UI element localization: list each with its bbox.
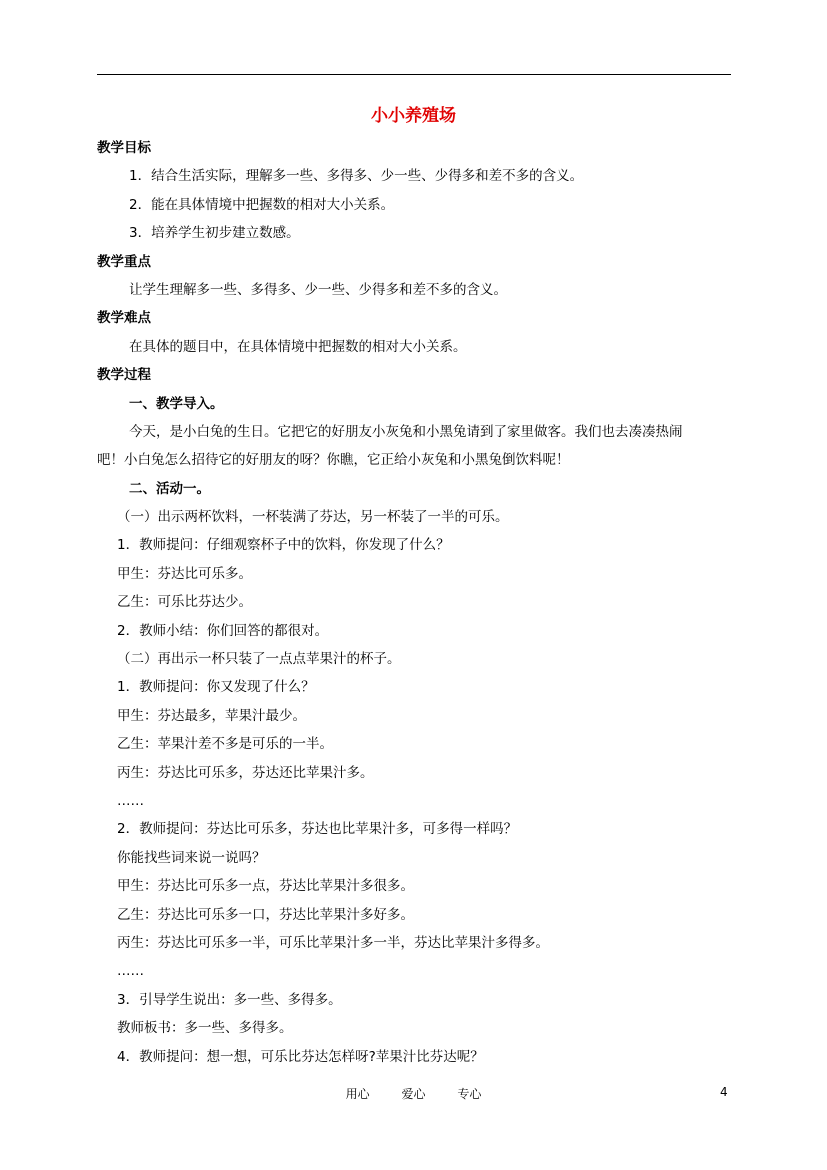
ellipsis-line: …… bbox=[117, 792, 144, 809]
document-title: 小小养殖场 bbox=[371, 106, 456, 126]
activity-line: 乙生：苹果汁差不多是可乐的一半。 bbox=[117, 736, 333, 753]
activity-line: 你能找些词来说一说吗？ bbox=[117, 849, 266, 866]
activity-line: 1．教师提问：仔细观察杯子中的饮料，你发现了什么？ bbox=[117, 537, 450, 554]
header-rule bbox=[97, 74, 731, 75]
activity-line: 甲生：芬达比可乐多。 bbox=[117, 565, 252, 582]
footer-motto: 用心 bbox=[345, 1087, 370, 1101]
key-heading: 教学重点 bbox=[97, 253, 151, 270]
activity-line: 教师板书：多一些、多得多。 bbox=[117, 1020, 293, 1037]
activity-line: 2．教师提问：芬达比可乐多，芬达也比苹果汁多，可多得一样吗？ bbox=[117, 821, 518, 838]
goals-heading: 教学目标 bbox=[97, 140, 151, 156]
activity-line: 甲生：芬达最多，苹果汁最少。 bbox=[117, 707, 306, 724]
intro-heading: 一、教学导入。 bbox=[129, 395, 224, 412]
activity-line: 乙生：可乐比芬达少。 bbox=[117, 594, 252, 611]
activity-line: （一）出示两杯饮料，一杯装满了芬达，另一杯装了一半的可乐。 bbox=[117, 509, 509, 526]
activity-line: 2．教师小结：你们回答的都很对。 bbox=[117, 622, 329, 639]
ellipsis-line: …… bbox=[117, 963, 144, 980]
footer-mottos bbox=[0, 1085, 827, 1102]
process-heading: 教学过程 bbox=[97, 367, 151, 384]
document-body bbox=[97, 134, 731, 1071]
intro-paragraph-line: 吧！小白兔怎么招待它的好朋友的呀？你瞧，它正给小灰兔和小黑兔倒饮料呢！ bbox=[97, 452, 570, 469]
footer-motto: 爱心 bbox=[401, 1087, 426, 1101]
difficulty-heading: 教学难点 bbox=[97, 310, 151, 327]
key-text: 让学生理解多一些、多得多、少一些、少得多和差不多的含义。 bbox=[129, 281, 507, 298]
activity-heading: 二、活动一。 bbox=[129, 480, 210, 497]
activity-line: 甲生：芬达比可乐多一点，芬达比苹果汁多很多。 bbox=[117, 878, 414, 895]
activity-line: （二）再出示一杯只装了一点点苹果汁的杯子。 bbox=[117, 651, 401, 668]
activity-line: 乙生：芬达比可乐多一口，芬达比苹果汁多好多。 bbox=[117, 906, 414, 923]
goal-item: 1．结合生活实际，理解多一些、多得多、少一些、少得多和差不多的含义。 bbox=[129, 168, 584, 185]
footer-motto: 专心 bbox=[457, 1087, 482, 1101]
activity-line: 丙生：芬达比可乐多，芬达还比苹果汁多。 bbox=[117, 764, 374, 781]
activity-line: 4．教师提问：想一想，可乐比芬达怎样呀?苹果汁比芬达呢？ bbox=[117, 1048, 484, 1065]
difficulty-text: 在具体的题目中，在具体情境中把握数的相对大小关系。 bbox=[129, 338, 467, 355]
goal-item: 2．能在具体情境中把握数的相对大小关系。 bbox=[129, 196, 395, 213]
activity-line: 1．教师提问：你又发现了什么？ bbox=[117, 679, 315, 696]
activity-line: 3．引导学生说出：多一些、多得多。 bbox=[117, 991, 342, 1008]
intro-paragraph-line: 今天，是小白兔的生日。它把它的好朋友小灰兔和小黑兔请到了家里做客。我们也去凑凑热闹 bbox=[129, 423, 683, 440]
page-number: 4 bbox=[720, 1085, 728, 1099]
activity-line: 丙生：芬达比可乐多一半，可乐比苹果汁多一半，芬达比苹果汁多得多。 bbox=[117, 934, 549, 951]
goal-item: 3．培养学生初步建立数感。 bbox=[129, 225, 300, 242]
